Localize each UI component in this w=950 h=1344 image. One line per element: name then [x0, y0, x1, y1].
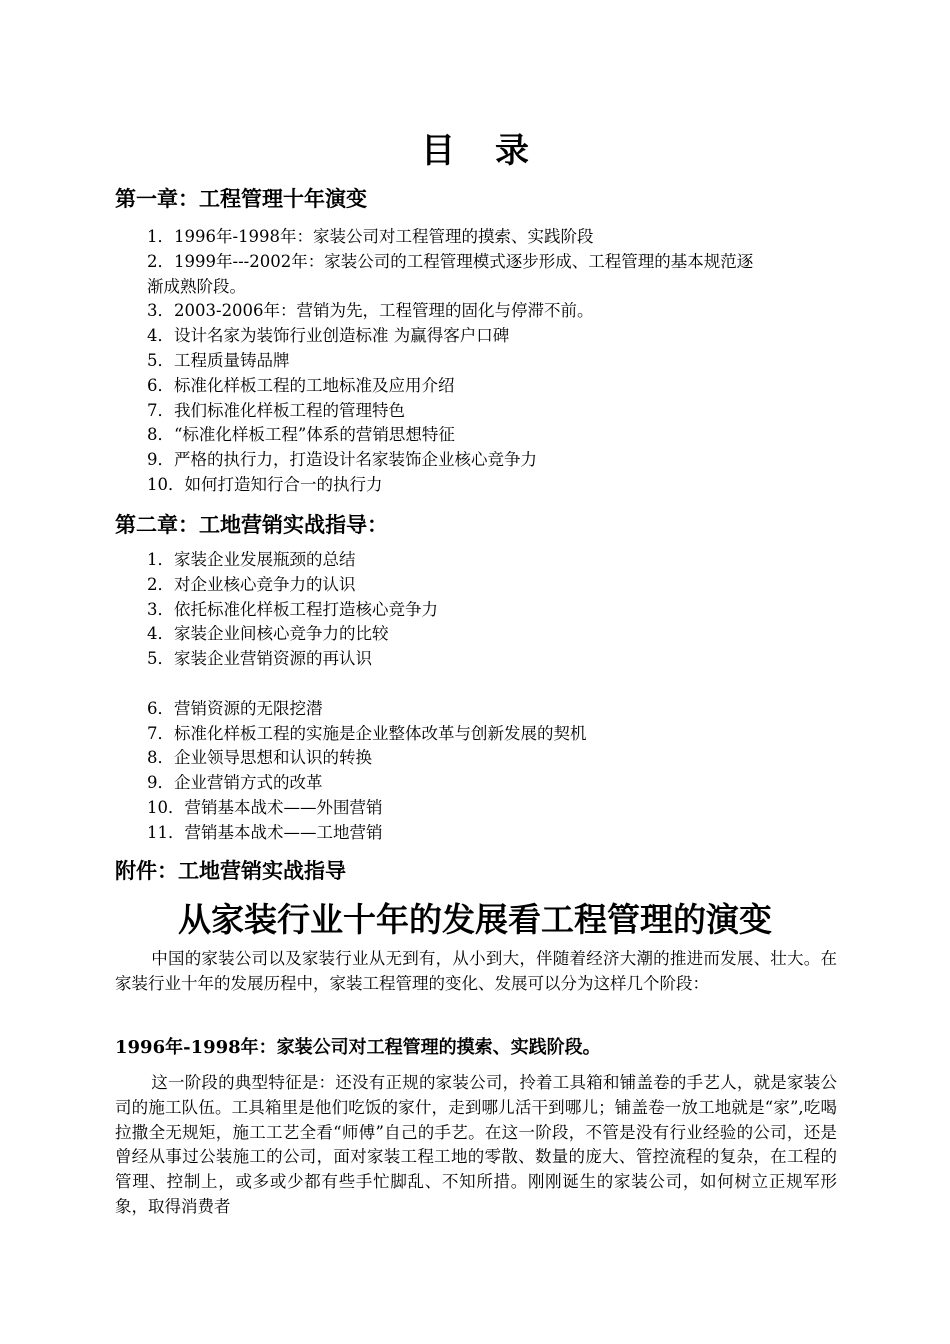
toc-item: 9．企业营销方式的改革 — [147, 773, 323, 793]
chapter2-heading: 第二章：工地营销实战指导： — [115, 513, 388, 537]
toc-item: 7．标准化样板工程的实施是企业整体改革与创新发展的契机 — [147, 723, 587, 743]
article-title: 从家装行业十年的发展看工程管理的演变 — [178, 900, 772, 939]
toc-item: 2．1999年---2002年：家装公司的工程管理模式逐步形成、工程管理的基本规范逐 — [147, 251, 754, 271]
section1-text: 这一阶段的典型特征是：还没有正规的家装公司，拎着工具箱和铺盖卷的手艺人，就是家装公司的施工队伍。工具箱里是他们吃饭的家什，走到哪儿活干到哪儿；铺盖卷一放工地就是“家”,吃喝拉撒全无规矩，施工工艺全看“师傅”自己的手艺。在这一阶段，不管是没有行业经验的公司，还是曾经从事过公装施工的公司，面对家装工程工地的零散、数量的庞大、管控流程的复杂，在工程的管理、控制上，或多或少都有些手忙脚乱、不知所措。刚刚诞生的家装公司，如何树立正规军形象，取得消费者 — [115, 1073, 837, 1216]
toc-item: 8．企业领导思想和认识的转换 — [147, 748, 372, 768]
appendix-heading: 附件：工地营销实战指导 — [115, 859, 346, 883]
toc-item: 6．标准化样板工程的工地标准及应用介绍 — [147, 375, 455, 395]
toc-item: 10．如何打造知行合一的执行力 — [147, 474, 383, 494]
toc-item-continuation: 渐成熟阶段。 — [147, 276, 246, 296]
section1-heading: 1996年-1998年：家装公司对工程管理的摸索、实践阶段。 — [115, 1037, 601, 1058]
toc-item: 1．1996年-1998年：家装公司对工程管理的摸索、实践阶段 — [147, 227, 594, 246]
toc-item: 8．“标准化样板工程”体系的营销思想特征 — [147, 425, 455, 445]
toc-item: 6．营销资源的无限挖潜 — [147, 698, 323, 718]
toc-item: 3．依托标准化样板工程打造核心竞争力 — [147, 599, 438, 619]
chapter2-list — [147, 548, 847, 846]
section1-paragraph — [115, 1071, 837, 1220]
toc-item: 4．设计名家为装饰行业创造标准 为赢得客户口碑 — [147, 326, 510, 346]
toc-item: 3．2003-2006年：营销为先，工程管理的固化与停滞不前。 — [147, 301, 594, 321]
toc-item: 2．对企业核心竞争力的认识 — [147, 574, 356, 594]
toc-item: 1．家装企业发展瓶颈的总结 — [147, 550, 356, 569]
toc-item: 4．家装企业间核心竞争力的比较 — [147, 624, 389, 644]
toc-item: 5．工程质量铸品牌 — [147, 350, 290, 370]
intro-paragraph — [115, 947, 837, 997]
toc-item: 11．营销基本战术——工地营销 — [147, 822, 383, 842]
toc-item: 7．我们标准化样板工程的管理特色 — [147, 400, 405, 420]
toc-title — [0, 128, 950, 174]
toc-item: 5．家装企业营销资源的再认识 — [147, 649, 372, 669]
chapter1-heading: 第一章：工程管理十年演变 — [115, 187, 367, 211]
toc-title-left: 目 — [421, 131, 455, 171]
toc-item: 10．营销基本战术——外围营销 — [147, 797, 383, 817]
intro-text: 中国的家装公司以及家装行业从无到有，从小到大，伴随着经济大潮的推进而发展、壮大。在家装行业十年的发展历程中，家装工程管理的变化、发展可以分为这样几个阶段： — [115, 949, 837, 993]
toc-item: 9．严格的执行力，打造设计名家装饰企业核心竞争力 — [147, 450, 537, 470]
toc-title-right: 录 — [495, 131, 529, 171]
chapter1-list — [147, 225, 847, 498]
